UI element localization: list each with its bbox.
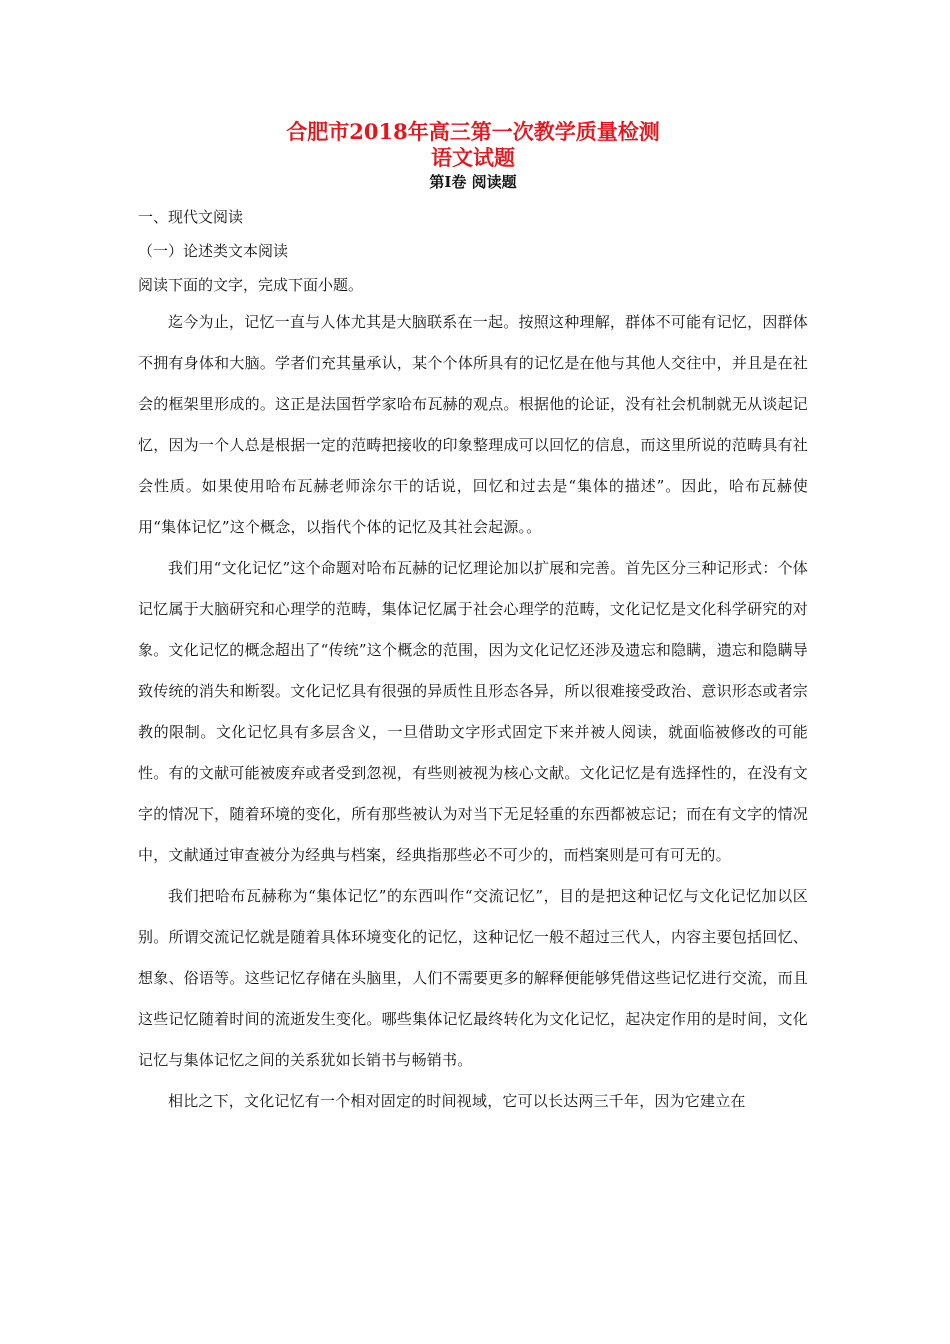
- paragraph-1: 迄今为止，记忆一直与人体尤其是大脑联系在一起。按照这种理解，群体不可能有记忆，因群体不拥有身体和大脑。学者们充其量承认，某个个体所具有的记忆是在他与其他人交往中，并且是在社会的框架里形成的。这正是法国哲学家哈布瓦赫的观点。根据他的论证，没有社会机制就无从谈起记忆，因为一个人总是根据一定的范畴把接收的印象整理成可以回忆的信息，而这里所说的范畴具有社会性质。如果使用哈布瓦赫老师涂尔干的话说，回忆和过去是“集体的描述”。因此，哈布瓦赫使用“集体记忆”这个概念，以指代个体的记忆及其社会起源。。: [138, 313, 808, 536]
- paragraph-3: 我们把哈布瓦赫称为“集体记忆”的东西叫作“交流记忆”，目的是把这种记忆与文化记忆加以区别。所谓交流记忆就是随着具体环境变化的记忆，这种记忆一般不超过三代人，内容主要包括回忆、想象、俗语等。这些记忆存储在头脑里，人们不需要更多的解释便能够凭借这些记忆进行交流，而且这些记忆随着时间的流逝发生变化。哪些集体记忆最终转化为文化记忆，起决定作用的是时间，文化记忆与集体记忆之间的关系犹如长销书与畅销书。: [138, 887, 808, 1069]
- paragraph-2: 我们用“文化记忆”这个命题对哈布瓦赫的记忆理论加以扩展和完善。首先区分三种记形式：个体记忆属于大脑研究和心理学的范畴，集体记忆属于社会心理学的范畴，文化记忆是文化科学研究的对象。文化记忆的概念超出了“传统”这个概念的范围，因为文化记忆还涉及遗忘和隐瞒，遗忘和隐瞒导致传统的消失和断裂。文化记忆具有很强的异质性且形态各异，所以很难接受政治、意识形态或者宗教的限制。文化记忆具有多层含义，一旦借助文字形式固定下来并被人阅读，就面临被修改的可能性。有的文献可能被废弃或者受到忽视，有些则被视为核心文献。文化记忆是有选择性的，在没有文字的情况下，随着环境的变化，所有那些被认为对当下无足轻重的东西都被忘记；而在有文字的情况中，文献通过审查被分为经典与档案，经典指那些必不可少的，而档案则是可有可无的。: [138, 559, 808, 864]
- reading-instruction: 阅读下面的文字，完成下面小题。: [138, 276, 364, 294]
- document-content: [138, 118, 808, 1122]
- paragraph-4: 相比之下，文化记忆有一个相对固定的时间视域，它可以长达两三千年，因为它建立在: [168, 1092, 746, 1110]
- exam-subtitle: 语文试题: [431, 145, 515, 170]
- part-title: 第Ⅰ卷 阅读题: [429, 173, 517, 191]
- exam-title: 合肥市2018年高三第一次教学质量检测: [286, 119, 660, 144]
- section-heading: 一、现代文阅读: [138, 208, 244, 226]
- subsection-heading: （一）论述类文本阅读: [138, 242, 289, 260]
